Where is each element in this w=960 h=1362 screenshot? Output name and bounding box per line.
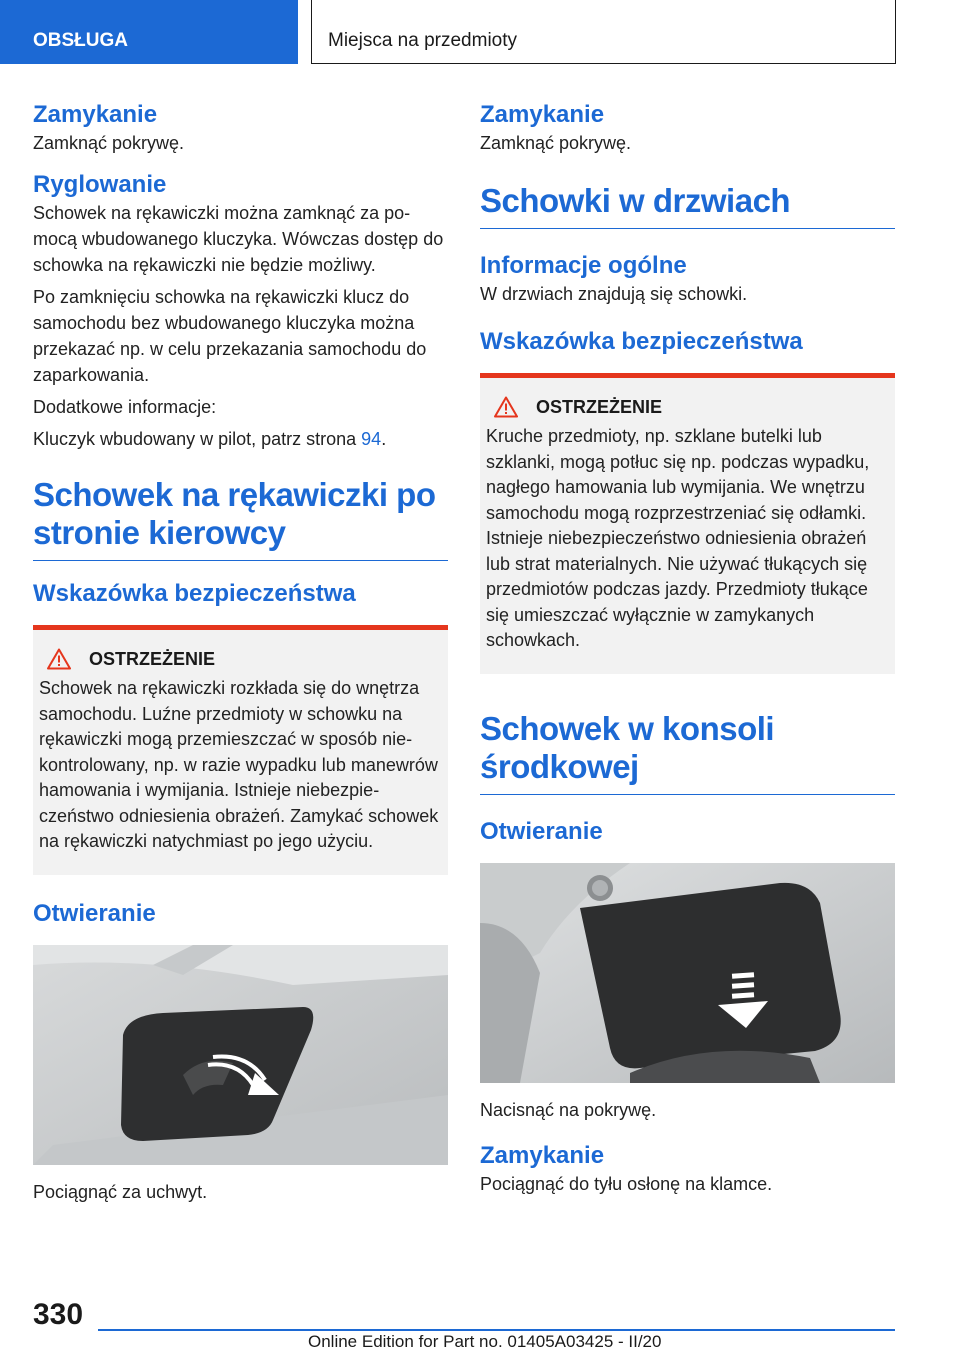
closing-text-console: Pociągnąć do tyłu osłonę na klamce. (480, 1173, 773, 1194)
locking-paragraph-2: Po zamknięciu schowka na rękawiczki klucz do samochodu bez wbudowanego kluczyka można przekazać np. w celu przekazania samochodu do zaparkowania. (33, 287, 427, 385)
page-number: 330 (33, 1298, 84, 1331)
opening-heading: Otwieranie (33, 899, 156, 927)
glovebox-driver-heading: Schowek na rękawiczki po stronie kierowcy (33, 476, 448, 561)
opening-caption-right: Nacisnąć na pokrywę. (480, 1099, 657, 1120)
edition-text: Online Edition for Part no. 01405A03425 - II/20 (308, 1332, 662, 1351)
glovebox-photo (33, 945, 448, 1165)
closing-text: Zamknąć pokrywę. (33, 133, 185, 153)
section-tab[interactable]: Miejsca na przedmioty (311, 0, 896, 64)
safety-heading-right: Wskazówka bezpieczeństwa (480, 328, 803, 355)
warning-text-right: Kruche przedmioty, np. szklane butelki lub szklanki, mogą potłuc się np. podczas wypadku, nagłego hamowania lub wymijania. We wnętrzu samochodu mogą rozprzestrzeniać się odłamki. Istnieje niebezpieczeństwo odniesienia obrażeń lub strat materialnych. Nie używać tłukących się przedmiotów podczas jazdy. Przedmioty tłukące się umieszczać wyłącznie w zamykanych schowkach. (486, 426, 870, 650)
warning-box (33, 625, 448, 875)
locking-paragraph-3: Dodatkowe informacje: (33, 397, 217, 417)
footer-divider (98, 1329, 895, 1331)
safety-heading: Wskazówka bezpieczeństwa (33, 580, 356, 607)
reference-suffix: . (381, 429, 387, 449)
page-link[interactable]: 94 (361, 429, 382, 449)
page-header (0, 0, 960, 66)
closing-heading-console: Zamykanie (480, 1141, 605, 1169)
opening-heading-right: Otwieranie (480, 817, 603, 845)
closing-heading-right: Zamykanie (480, 101, 605, 128)
warning-label: OSTRZEŻENIE (89, 648, 216, 669)
locking-paragraph-4 (33, 426, 448, 452)
door-storage-heading: Schowki w drzwiach (480, 182, 895, 229)
reference-text: Kluczyk wbudowany w pilot, patrz strona (33, 429, 362, 449)
closing-heading: Zamykanie (33, 101, 158, 128)
warning-triangle-icon (494, 396, 518, 418)
general-info-heading: Informacje ogólne (480, 252, 687, 279)
chapter-tab[interactable]: OBSŁUGA (0, 0, 298, 64)
locking-heading: Ryglowanie (33, 171, 167, 198)
left-column (33, 100, 448, 1211)
warning-text: Schowek na rękawiczki rozkłada się do wnętrza samochodu. Luźne przedmioty w schowku na rękawiczki mogą przemieszczać w sposób niekontrolowany, np. w razie wypadku lub manewrów hamowania i wymijania. Istnieje niebezpieczeństwo odniesienia obrażeń. Zamykać schowek na rękawiczki natychmiast po jego użyciu. (39, 678, 439, 851)
right-column (480, 100, 895, 1203)
general-info-text: W drzwiach znajdują się schowki. (480, 284, 748, 304)
console-photo (480, 863, 895, 1083)
locking-paragraph-1: Schowek na rękawiczki można zamknąć za pomocą wbudowanego kluczyka. Wówczas dostęp do schowka na rękawiczki nie będzie możliwy. (33, 203, 444, 275)
opening-caption-left: Pociągnąć za uchwyt. (33, 1181, 208, 1202)
console-storage-heading: Schowek w konsoli środkowej (480, 710, 895, 795)
warning-label-right: OSTRZEŻENIE (536, 396, 663, 417)
warning-triangle-icon (47, 648, 71, 670)
closing-text-right: Zamknąć pokrywę. (480, 133, 632, 153)
warning-box-right (480, 373, 895, 674)
